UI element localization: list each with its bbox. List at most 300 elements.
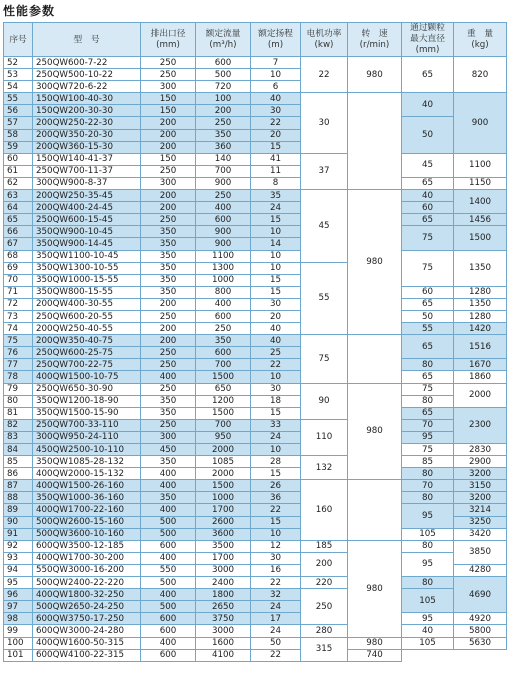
cell-head: 15	[251, 468, 301, 480]
cell-outlet: 350	[141, 274, 196, 286]
cell-head: 40	[251, 93, 301, 105]
cell-flow: 1000	[196, 274, 251, 286]
cell-particle: 40	[402, 190, 454, 202]
cell-flow: 400	[196, 202, 251, 214]
cell-power: 37	[301, 153, 348, 189]
cell-flow: 700	[196, 165, 251, 177]
cell-flow: 250	[196, 323, 251, 335]
cell-weight: 2000	[454, 383, 507, 407]
cell-speed: 980	[348, 637, 402, 649]
cell-seq: 77	[4, 359, 33, 371]
cell-model: 350QW1300-10-55	[33, 262, 141, 274]
table-row	[4, 286, 507, 298]
cell-particle: 70	[402, 480, 454, 492]
cell-outlet: 600	[141, 625, 196, 637]
cell-head: 15	[251, 516, 301, 528]
cell-head: 22	[251, 577, 301, 589]
cell-particle: 40	[402, 625, 454, 637]
cell-model: 400QW1600-50-315	[33, 637, 141, 649]
cell-seq: 75	[4, 335, 33, 347]
cell-power: 250	[301, 589, 348, 625]
table-row	[4, 431, 507, 443]
header-flow	[196, 23, 251, 57]
cell-weight: 4690	[454, 577, 507, 613]
cell-outlet: 200	[141, 202, 196, 214]
table-row	[4, 250, 507, 262]
cell-flow: 100	[196, 93, 251, 105]
table-row	[4, 93, 507, 105]
cell-model: 200QW350-40-75	[33, 335, 141, 347]
cell-seq: 82	[4, 419, 33, 431]
cell-weight: 820	[454, 57, 507, 93]
cell-model: 500QW2650-24-250	[33, 601, 141, 613]
table-row	[4, 589, 507, 601]
cell-seq: 79	[4, 383, 33, 395]
table-row	[4, 226, 507, 238]
cell-flow: 800	[196, 286, 251, 298]
cell-flow: 1800	[196, 589, 251, 601]
cell-weight: 4280	[454, 564, 507, 576]
cell-seq: 91	[4, 528, 33, 540]
cell-weight: 1350	[454, 298, 507, 310]
cell-flow: 650	[196, 383, 251, 395]
cell-particle: 50	[402, 117, 454, 153]
cell-particle: 80	[402, 359, 454, 371]
cell-particle: 80	[402, 540, 454, 552]
cell-particle: 75	[402, 250, 454, 286]
cell-seq: 92	[4, 540, 33, 552]
cell-seq: 61	[4, 165, 33, 177]
cell-head: 25	[251, 347, 301, 359]
table-row	[4, 298, 507, 310]
cell-outlet: 250	[141, 57, 196, 69]
cell-model: 300QW950-24-110	[33, 431, 141, 443]
cell-weight: 2900	[454, 456, 507, 468]
cell-model: 500QW2400-22-220	[33, 577, 141, 589]
cell-flow: 900	[196, 238, 251, 250]
cell-weight: 3850	[454, 540, 507, 564]
cell-head: 7	[251, 57, 301, 69]
cell-particle: 95	[402, 504, 454, 528]
cell-head: 24	[251, 431, 301, 443]
cell-head: 40	[251, 335, 301, 347]
cell-model: 200QW400-30-55	[33, 298, 141, 310]
cell-seq: 88	[4, 492, 33, 504]
cell-model: 350QW900-14-45	[33, 238, 141, 250]
cell-outlet: 250	[141, 214, 196, 226]
cell-flow: 720	[196, 81, 251, 93]
cell-seq: 57	[4, 117, 33, 129]
cell-outlet: 200	[141, 323, 196, 335]
cell-outlet: 150	[141, 153, 196, 165]
table-row	[4, 444, 507, 456]
cell-model: 250QW700-11-37	[33, 165, 141, 177]
cell-model: 200QW360-15-30	[33, 141, 141, 153]
cell-head: 30	[251, 105, 301, 117]
cell-head: 30	[251, 552, 301, 564]
cell-flow: 2400	[196, 577, 251, 589]
header-speed-unit: (r/min)	[359, 39, 390, 50]
cell-head: 18	[251, 395, 301, 407]
cell-seq: 100	[4, 637, 33, 649]
cell-model: 250QW600-20-55	[33, 310, 141, 322]
cell-seq: 66	[4, 226, 33, 238]
cell-model: 200QW350-20-30	[33, 129, 141, 141]
cell-model: 250QW600-7-22	[33, 57, 141, 69]
page-title: 性能参数	[3, 4, 56, 18]
cell-weight: 5630	[454, 637, 507, 649]
cell-outlet: 600	[141, 649, 196, 661]
cell-weight: 3200	[454, 492, 507, 504]
cell-head: 22	[251, 117, 301, 129]
cell-outlet: 400	[141, 468, 196, 480]
cell-particle: 95	[402, 552, 454, 576]
cell-particle: 65	[402, 371, 454, 383]
cell-particle: 105	[402, 589, 454, 613]
cell-power: 315	[301, 637, 348, 661]
cell-weight: 1280	[454, 286, 507, 298]
cell-particle: 75	[402, 226, 454, 250]
cell-flow: 1500	[196, 371, 251, 383]
cell-seq: 74	[4, 323, 33, 335]
header-speed	[348, 23, 402, 57]
table-row	[4, 335, 507, 347]
cell-head: 10	[251, 262, 301, 274]
header-particle-label2: 最大直径	[410, 34, 445, 44]
cell-particle: 45	[402, 153, 454, 177]
cell-model: 200QW250-40-55	[33, 323, 141, 335]
table-row	[4, 456, 507, 468]
cell-weight: 4920	[454, 613, 507, 625]
cell-model: 450QW2500-10-110	[33, 444, 141, 456]
cell-flow: 1100	[196, 250, 251, 262]
cell-flow: 250	[196, 117, 251, 129]
table-row	[4, 480, 507, 492]
table-row	[4, 649, 507, 661]
cell-outlet: 200	[141, 141, 196, 153]
table-row	[4, 117, 507, 129]
table-row	[4, 57, 507, 69]
cell-model: 550QW3000-16-200	[33, 564, 141, 576]
cell-particle: 105	[402, 528, 454, 540]
header-head-unit: (m)	[267, 39, 284, 50]
header-particle-unit: (mm)	[415, 45, 440, 55]
cell-head: 28	[251, 456, 301, 468]
cell-outlet: 250	[141, 383, 196, 395]
cell-particle: 80	[402, 492, 454, 504]
table-row	[4, 552, 507, 564]
cell-flow: 600	[196, 214, 251, 226]
cell-flow: 2000	[196, 468, 251, 480]
cell-particle: 65	[402, 57, 454, 93]
table-row	[4, 383, 507, 395]
cell-model: 350QW1000-15-55	[33, 274, 141, 286]
cell-outlet: 400	[141, 504, 196, 516]
table-row	[4, 528, 507, 540]
table-row	[4, 190, 507, 202]
cell-power: 200	[301, 552, 348, 576]
cell-flow: 1085	[196, 456, 251, 468]
cell-head: 15	[251, 286, 301, 298]
cell-model: 250QW500-10-22	[33, 69, 141, 81]
table-row	[4, 310, 507, 322]
table-row	[4, 637, 507, 649]
cell-particle: 65	[402, 214, 454, 226]
header-outlet-label: 排出口径	[150, 28, 186, 39]
cell-weight: 3250	[454, 516, 507, 528]
cell-model: 600QW3500-12-185	[33, 540, 141, 552]
cell-particle: 105	[402, 637, 454, 649]
table-header-row	[4, 23, 507, 57]
cell-flow: 350	[196, 129, 251, 141]
cell-model: 350QW1500-15-90	[33, 407, 141, 419]
table-row	[4, 407, 507, 419]
table-row	[4, 468, 507, 480]
cell-outlet: 600	[141, 613, 196, 625]
cell-flow: 4100	[196, 649, 251, 661]
cell-outlet: 600	[141, 540, 196, 552]
cell-flow: 1700	[196, 504, 251, 516]
cell-model: 150QW140-41-37	[33, 153, 141, 165]
cell-weight: 5800	[454, 625, 507, 637]
table-row	[4, 540, 507, 552]
cell-model: 400QW1500-10-75	[33, 371, 141, 383]
table-row	[4, 504, 507, 516]
cell-seq: 62	[4, 177, 33, 189]
cell-weight: 1400	[454, 190, 507, 214]
cell-seq: 97	[4, 601, 33, 613]
header-outlet-unit: (mm)	[156, 39, 180, 50]
cell-outlet: 350	[141, 286, 196, 298]
cell-outlet: 400	[141, 589, 196, 601]
cell-particle: 85	[402, 456, 454, 468]
cell-model: 400QW1700-30-200	[33, 552, 141, 564]
cell-flow: 140	[196, 153, 251, 165]
cell-outlet: 150	[141, 105, 196, 117]
cell-seq: 101	[4, 649, 33, 661]
cell-weight: 3200	[454, 468, 507, 480]
cell-model: 600QW4100-22-315	[33, 649, 141, 661]
cell-model: 250QW600-15-45	[33, 214, 141, 226]
cell-speed	[348, 480, 402, 540]
cell-head: 50	[251, 637, 301, 649]
cell-flow: 950	[196, 431, 251, 443]
cell-head: 15	[251, 274, 301, 286]
cell-seq: 70	[4, 274, 33, 286]
cell-head: 30	[251, 298, 301, 310]
cell-particle: 95	[402, 613, 454, 625]
cell-weight: 1420	[454, 323, 507, 335]
cell-flow: 200	[196, 105, 251, 117]
cell-seq: 53	[4, 69, 33, 81]
cell-flow: 600	[196, 57, 251, 69]
cell-outlet: 200	[141, 190, 196, 202]
cell-model: 200QW250-22-30	[33, 117, 141, 129]
cell-outlet: 350	[141, 492, 196, 504]
cell-model: 600QW3000-24-280	[33, 625, 141, 637]
cell-head: 22	[251, 359, 301, 371]
table-row	[4, 202, 507, 214]
cell-model: 300QW720-6-22	[33, 81, 141, 93]
cell-model: 250QW650-30-90	[33, 383, 141, 395]
header-power-label: 电机功率	[306, 28, 342, 39]
cell-model: 150QW200-30-30	[33, 105, 141, 117]
table-row	[4, 359, 507, 371]
cell-power: 280	[301, 625, 348, 637]
cell-weight: 900	[454, 93, 507, 153]
cell-head: 20	[251, 129, 301, 141]
cell-model: 250QW600-25-75	[33, 347, 141, 359]
cell-head: 17	[251, 613, 301, 625]
header-power	[301, 23, 348, 57]
cell-seq: 93	[4, 552, 33, 564]
cell-flow: 900	[196, 177, 251, 189]
cell-outlet: 350	[141, 407, 196, 419]
cell-model: 200QW400-24-45	[33, 202, 141, 214]
cell-particle: 40	[402, 93, 454, 117]
cell-head: 41	[251, 153, 301, 165]
table-row	[4, 613, 507, 625]
cell-seq: 69	[4, 262, 33, 274]
cell-seq: 58	[4, 129, 33, 141]
cell-outlet: 350	[141, 456, 196, 468]
cell-seq: 85	[4, 456, 33, 468]
cell-head: 10	[251, 444, 301, 456]
cell-outlet: 200	[141, 298, 196, 310]
cell-head: 15	[251, 141, 301, 153]
cell-outlet: 500	[141, 528, 196, 540]
cell-power: 30	[301, 93, 348, 153]
cell-weight: 2300	[454, 407, 507, 443]
cell-outlet: 250	[141, 347, 196, 359]
cell-outlet: 200	[141, 117, 196, 129]
cell-flow: 500	[196, 69, 251, 81]
cell-flow: 1200	[196, 395, 251, 407]
cell-flow: 600	[196, 347, 251, 359]
cell-seq: 83	[4, 431, 33, 443]
cell-seq: 73	[4, 310, 33, 322]
cell-seq: 60	[4, 153, 33, 165]
cell-head: 24	[251, 601, 301, 613]
cell-power: 75	[301, 335, 348, 383]
cell-particle: 80	[402, 395, 454, 407]
cell-outlet: 400	[141, 637, 196, 649]
cell-flow: 3000	[196, 625, 251, 637]
cell-flow: 3750	[196, 613, 251, 625]
cell-outlet: 250	[141, 419, 196, 431]
cell-model: 200QW250-35-45	[33, 190, 141, 202]
cell-head: 10	[251, 226, 301, 238]
cell-flow: 3500	[196, 540, 251, 552]
cell-flow: 900	[196, 226, 251, 238]
cell-outlet: 250	[141, 69, 196, 81]
cell-outlet: 500	[141, 601, 196, 613]
cell-head: 15	[251, 214, 301, 226]
table-row	[4, 419, 507, 431]
cell-speed: 980	[348, 540, 402, 637]
cell-speed: 980	[348, 57, 402, 93]
cell-seq: 87	[4, 480, 33, 492]
cell-outlet: 350	[141, 226, 196, 238]
cell-speed	[348, 335, 402, 383]
cell-particle: 60	[402, 286, 454, 298]
cell-model: 250QW700-22-75	[33, 359, 141, 371]
cell-seq: 68	[4, 250, 33, 262]
performance-table	[3, 22, 507, 662]
header-power-unit: (kw)	[314, 39, 334, 50]
cell-seq: 64	[4, 202, 33, 214]
cell-weight: 3214	[454, 504, 507, 516]
cell-seq: 89	[4, 504, 33, 516]
header-speed-label: 转 速	[361, 28, 388, 39]
header-outlet	[141, 23, 196, 57]
cell-seq: 84	[4, 444, 33, 456]
cell-head: 15	[251, 407, 301, 419]
cell-flow: 1600	[196, 637, 251, 649]
cell-particle: 95	[402, 431, 454, 443]
cell-seq: 52	[4, 57, 33, 69]
cell-speed: 740	[348, 649, 402, 661]
cell-outlet: 400	[141, 371, 196, 383]
cell-seq: 98	[4, 613, 33, 625]
cell-head: 10	[251, 250, 301, 262]
cell-weight: 1350	[454, 250, 507, 286]
cell-model: 600QW3750-17-250	[33, 613, 141, 625]
cell-particle: 65	[402, 177, 454, 189]
table-row	[4, 214, 507, 226]
cell-flow: 1500	[196, 407, 251, 419]
cell-particle: 75	[402, 444, 454, 456]
header-weight-label: 重 量	[466, 28, 494, 39]
cell-power: 160	[301, 480, 348, 540]
cell-particle: 65	[402, 335, 454, 359]
cell-seq: 90	[4, 516, 33, 528]
cell-seq: 95	[4, 577, 33, 589]
cell-flow: 3600	[196, 528, 251, 540]
cell-flow: 700	[196, 419, 251, 431]
cell-power: 110	[301, 419, 348, 455]
cell-flow: 250	[196, 190, 251, 202]
cell-head: 20	[251, 310, 301, 322]
table-row	[4, 371, 507, 383]
cell-outlet: 400	[141, 480, 196, 492]
cell-flow: 2600	[196, 516, 251, 528]
cell-head: 11	[251, 165, 301, 177]
cell-head: 14	[251, 238, 301, 250]
cell-seq: 56	[4, 105, 33, 117]
cell-model: 350QW1000-36-160	[33, 492, 141, 504]
cell-head: 32	[251, 589, 301, 601]
cell-speed: 980	[348, 383, 402, 480]
cell-particle: 55	[402, 323, 454, 335]
table-row	[4, 577, 507, 589]
cell-model: 400QW2000-15-132	[33, 468, 141, 480]
cell-seq: 81	[4, 407, 33, 419]
cell-head: 22	[251, 504, 301, 516]
cell-outlet: 350	[141, 262, 196, 274]
cell-seq: 67	[4, 238, 33, 250]
cell-particle: 75	[402, 383, 454, 395]
cell-flow: 360	[196, 141, 251, 153]
cell-outlet: 250	[141, 165, 196, 177]
cell-flow: 350	[196, 335, 251, 347]
table-row	[4, 395, 507, 407]
cell-head: 30	[251, 383, 301, 395]
cell-outlet: 250	[141, 310, 196, 322]
cell-head: 33	[251, 419, 301, 431]
cell-model: 250QW700-33-110	[33, 419, 141, 431]
cell-weight: 3420	[454, 528, 507, 540]
